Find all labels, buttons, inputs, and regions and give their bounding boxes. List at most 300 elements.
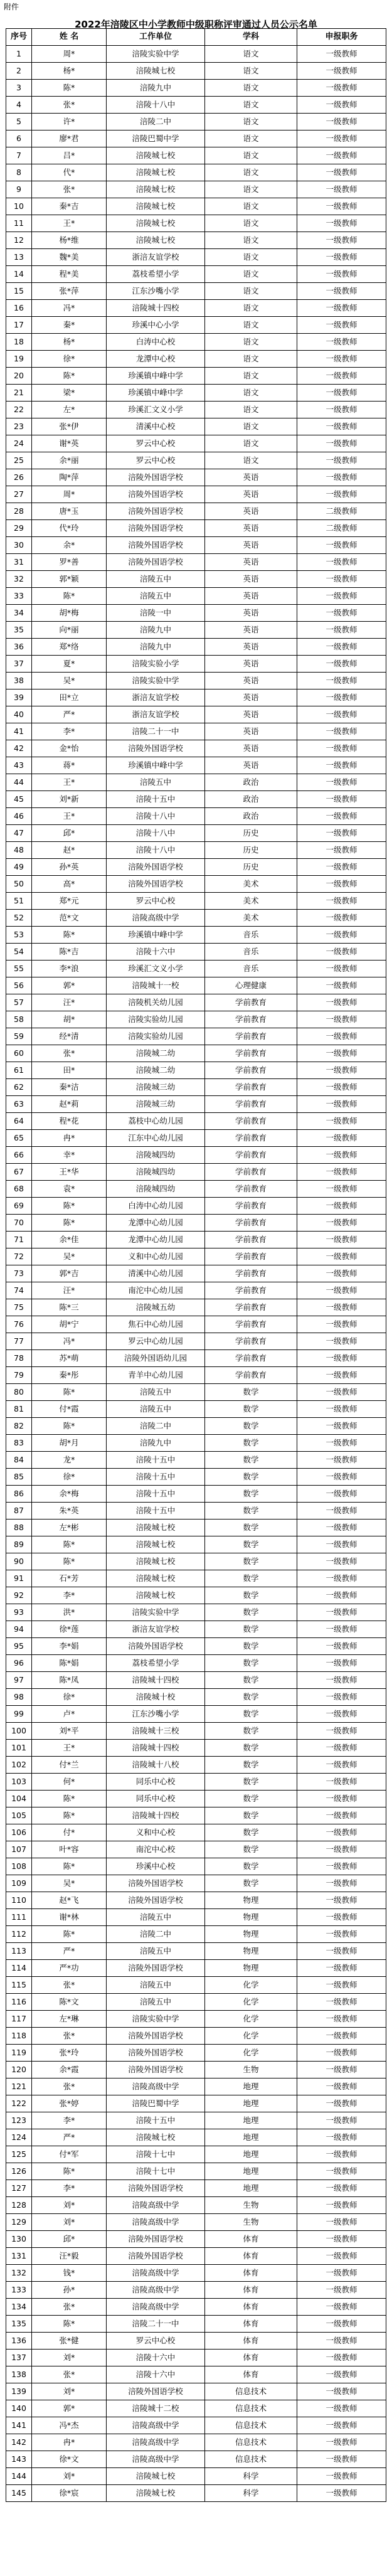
cell-unit: 涪陵高级中学 [107,2434,205,2451]
cell-name: 张*玲 [32,2045,107,2062]
cell-number: 1 [6,46,32,63]
cell-title: 一级教师 [297,2265,386,2282]
cell-unit: 涪陵实验中学 [107,46,205,63]
cell-unit: 涪陵十五中 [107,1469,205,1486]
cell-subject: 英语 [205,673,297,689]
cell-unit: 涪陵外国语学校 [107,2062,205,2078]
cell-name: 冉* [32,2434,107,2451]
cell-unit: 涪陵十五中 [107,1452,205,1469]
cell-name: 吴* [32,1248,107,1265]
cell-number: 54 [6,944,32,961]
cell-subject: 生物 [205,2214,297,2231]
table-row [6,2028,386,2045]
cell-name: 程*花 [32,1113,107,1130]
table-row [6,1757,386,1774]
cell-number: 132 [6,2265,32,2282]
cell-unit: 珍溪中心小学 [107,317,205,334]
cell-unit: 涪陵城七校 [107,1536,205,1553]
cell-title: 一级教师 [297,1807,386,1824]
cell-name: 陈* [32,588,107,605]
cell-name: 胡* [32,1011,107,1028]
cell-unit: 珍溪镇中峰中学 [107,757,205,774]
cell-subject: 学前教育 [205,1316,297,1333]
cell-name: 张*婷 [32,2095,107,2112]
table-row [6,1807,386,1824]
cell-number: 84 [6,1452,32,1469]
cell-subject: 数学 [205,1536,297,1553]
cell-number: 32 [6,571,32,588]
cell-name: 张* [32,97,107,114]
cell-subject: 语文 [205,164,297,181]
cell-unit: 罗云中心校 [107,452,205,469]
cell-subject: 语文 [205,130,297,147]
cell-subject: 数学 [205,1723,297,1740]
cell-number: 2 [6,63,32,80]
cell-title: 一级教师 [297,757,386,774]
cell-unit: 珍溪中心校 [107,1858,205,1875]
cell-unit: 涪陵十八中 [107,825,205,842]
table-row [6,1096,386,1113]
cell-title: 一级教师 [297,130,386,147]
cell-title: 一级教师 [297,588,386,605]
cell-subject: 音乐 [205,944,297,961]
cell-number: 91 [6,1570,32,1587]
table-row [6,554,386,571]
table-row [6,2146,386,2163]
cell-name: 张*萍 [32,283,107,300]
cell-unit: 涪陵九中 [107,639,205,656]
cell-unit: 涪陵外国语学校 [107,740,205,757]
table-row [6,368,386,385]
cell-subject: 学前教育 [205,1198,297,1215]
table-row [6,977,386,994]
cell-title: 一级教师 [297,1079,386,1096]
cell-unit: 涪陵十五中 [107,2112,205,2129]
cell-unit: 涪陵城十四校 [107,1740,205,1757]
table-row [6,1570,386,1587]
table-row [6,2316,386,2333]
header-title: 申报职务 [297,29,386,46]
cell-name: 冯* [32,300,107,317]
cell-name: 苏*萌 [32,1350,107,1367]
table-row [6,215,386,232]
cell-unit: 浙涪友谊学校 [107,706,205,723]
cell-unit: 珍溪汇文义小学 [107,402,205,418]
cell-unit: 涪陵十五中 [107,1486,205,1503]
cell-unit: 罗云中心校 [107,893,205,910]
cell-number: 28 [6,503,32,520]
cell-name: 代*玲 [32,520,107,537]
cell-number: 25 [6,452,32,469]
cell-subject: 数学 [205,1807,297,1824]
cell-name: 幸* [32,1147,107,1164]
table-row [6,1384,386,1401]
cell-subject: 学前教育 [205,1130,297,1147]
cell-title: 一级教师 [297,469,386,486]
table-row [6,927,386,944]
cell-unit: 涪陵外国语学校 [107,537,205,554]
cell-subject: 数学 [205,1757,297,1774]
cell-title: 一级教师 [297,1503,386,1520]
table-row [6,435,386,452]
cell-subject: 英语 [205,622,297,639]
cell-title: 一级教师 [297,1520,386,1536]
table-row [6,520,386,537]
cell-name: 何* [32,1774,107,1791]
cell-unit: 青羊中心幼儿园 [107,1367,205,1384]
cell-subject: 语文 [205,198,297,215]
cell-title: 一级教师 [297,418,386,435]
cell-unit: 涪陵五中 [107,1943,205,1960]
cell-unit: 涪陵城七校 [107,181,205,198]
table-row [6,249,386,266]
cell-title: 一级教师 [297,1418,386,1435]
cell-subject: 物理 [205,1926,297,1943]
cell-title: 一级教师 [297,1452,386,1469]
cell-subject: 数学 [205,1469,297,1486]
cell-subject: 英语 [205,537,297,554]
cell-subject: 地理 [205,2129,297,2146]
cell-name: 余*丽 [32,452,107,469]
cell-unit: 涪陵十八中 [107,842,205,859]
cell-name: 郭*颖 [32,571,107,588]
cell-name: 田*立 [32,689,107,706]
cell-subject: 美术 [205,876,297,893]
cell-unit: 涪陵九中 [107,622,205,639]
cell-title: 一级教师 [297,1689,386,1706]
roster-table [6,28,386,2502]
table-row [6,1977,386,1994]
cell-unit: 涪陵城十校 [107,1689,205,1706]
cell-title: 一级教师 [297,910,386,927]
cell-number: 13 [6,249,32,266]
cell-subject: 学前教育 [205,1367,297,1384]
table-row [6,1553,386,1570]
cell-subject: 学前教育 [205,1215,297,1232]
cell-name: 张* [32,2366,107,2383]
table-row [6,1435,386,1452]
cell-subject: 学前教育 [205,1164,297,1181]
cell-subject: 信息技术 [205,2400,297,2417]
cell-number: 44 [6,774,32,791]
cell-unit: 涪陵九中 [107,1435,205,1452]
cell-title: 一级教师 [297,1875,386,1892]
cell-title: 一级教师 [297,1977,386,1994]
cell-unit: 清溪中心校 [107,418,205,435]
cell-number: 117 [6,2011,32,2028]
table-row [6,2485,386,2502]
cell-name: 刘* [32,2350,107,2366]
cell-number: 130 [6,2231,32,2248]
cell-name: 陈* [32,1791,107,1807]
cell-subject: 体育 [205,2333,297,2350]
table-row [6,1841,386,1858]
table-row [6,791,386,808]
cell-name: 余*梅 [32,1486,107,1503]
cell-unit: 涪陵外国语学校 [107,503,205,520]
roster-body [6,46,386,2502]
cell-name: 陈*娟 [32,1655,107,1672]
cell-title: 一级教师 [297,639,386,656]
table-row [6,2095,386,2112]
cell-unit: 涪陵高级中学 [107,2197,205,2214]
cell-title: 一级教师 [297,215,386,232]
cell-title: 二级教师 [297,520,386,537]
cell-name: 张* [32,2078,107,2095]
cell-unit: 浙涪友谊学校 [107,249,205,266]
cell-number: 78 [6,1350,32,1367]
cell-subject: 体育 [205,2316,297,2333]
cell-number: 79 [6,1367,32,1384]
cell-number: 104 [6,1791,32,1807]
table-row [6,452,386,469]
cell-unit: 涪陵十六中 [107,2366,205,2383]
cell-subject: 学前教育 [205,1232,297,1248]
cell-number: 90 [6,1553,32,1570]
cell-subject: 体育 [205,2350,297,2366]
table-row [6,774,386,791]
cell-name: 冯* [32,1333,107,1350]
cell-title: 一级教师 [297,283,386,300]
cell-name: 经*清 [32,1028,107,1045]
table-row [6,588,386,605]
table-row [6,876,386,893]
cell-subject: 历史 [205,859,297,876]
table-row [6,808,386,825]
cell-title: 一级教师 [297,944,386,961]
table-row [6,63,386,80]
cell-number: 82 [6,1418,32,1435]
cell-unit: 涪陵外国语学校 [107,486,205,503]
cell-name: 赵* [32,842,107,859]
cell-title: 一级教师 [297,1621,386,1638]
cell-title: 一级教师 [297,164,386,181]
cell-subject: 化学 [205,2028,297,2045]
cell-subject: 生物 [205,2062,297,2078]
table-row [6,1960,386,1977]
table-row [6,2468,386,2485]
cell-subject: 地理 [205,2180,297,2197]
cell-title: 一级教师 [297,2451,386,2468]
cell-unit: 涪陵城七校 [107,215,205,232]
table-row [6,2350,386,2366]
cell-number: 67 [6,1164,32,1181]
cell-number: 3 [6,80,32,97]
cell-name: 周* [32,46,107,63]
table-row [6,1672,386,1689]
cell-unit: 涪陵实验小学 [107,656,205,673]
cell-unit: 涪陵二中 [107,1926,205,1943]
cell-subject: 学前教育 [205,1282,297,1299]
table-row [6,1587,386,1604]
cell-title: 一级教师 [297,927,386,944]
cell-number: 123 [6,2112,32,2129]
cell-title: 一级教师 [297,2316,386,2333]
cell-number: 142 [6,2434,32,2451]
cell-name: 向*丽 [32,622,107,639]
cell-subject: 体育 [205,2282,297,2299]
cell-subject: 数学 [205,1418,297,1435]
cell-subject: 信息技术 [205,2451,297,2468]
cell-name: 秦*彤 [32,1367,107,1384]
table-row [6,944,386,961]
cell-number: 47 [6,825,32,842]
cell-title: 一级教师 [297,2062,386,2078]
table-row [6,2299,386,2316]
cell-number: 116 [6,1994,32,2011]
cell-subject: 语文 [205,80,297,97]
cell-number: 144 [6,2468,32,2485]
cell-title: 一级教师 [297,1113,386,1130]
cell-subject: 英语 [205,520,297,537]
cell-number: 43 [6,757,32,774]
cell-subject: 语文 [205,385,297,402]
table-row [6,994,386,1011]
cell-subject: 数学 [205,1384,297,1401]
cell-name: 吕* [32,147,107,164]
table-row [6,639,386,656]
cell-number: 57 [6,994,32,1011]
cell-unit: 涪陵外国语学校 [107,1960,205,1977]
cell-number: 66 [6,1147,32,1164]
table-row [6,1486,386,1503]
table-row [6,2400,386,2417]
cell-title: 一级教师 [297,1011,386,1028]
cell-unit: 涪陵外国语学校 [107,1892,205,1909]
cell-title: 一级教师 [297,2095,386,2112]
cell-subject: 政治 [205,791,297,808]
cell-title: 一级教师 [297,2078,386,2095]
cell-name: 赵*飞 [32,1892,107,1909]
cell-number: 30 [6,537,32,554]
table-row [6,2197,386,2214]
attachment-label: 附件 [4,3,19,11]
cell-name: 郭* [32,977,107,994]
cell-name: 罗*善 [32,554,107,571]
cell-name: 李* [32,2180,107,2197]
cell-title: 一级教师 [297,486,386,503]
cell-unit: 涪陵城二幼 [107,1062,205,1079]
cell-number: 62 [6,1079,32,1096]
cell-number: 22 [6,402,32,418]
table-row [6,656,386,673]
table-row [6,859,386,876]
cell-subject: 英语 [205,503,297,520]
table-row [6,2163,386,2180]
cell-number: 95 [6,1638,32,1655]
cell-unit: 涪陵城二幼 [107,1045,205,1062]
cell-number: 101 [6,1740,32,1757]
cell-number: 93 [6,1604,32,1621]
cell-number: 48 [6,842,32,859]
cell-subject: 英语 [205,757,297,774]
cell-subject: 化学 [205,2045,297,2062]
cell-name: 付* [32,1824,107,1841]
cell-subject: 地理 [205,2163,297,2180]
table-row [6,1401,386,1418]
cell-name: 张* [32,1977,107,1994]
cell-name: 杨* [32,63,107,80]
cell-subject: 语文 [205,63,297,80]
cell-number: 61 [6,1062,32,1079]
cell-title: 一级教师 [297,1164,386,1181]
cell-number: 109 [6,1875,32,1892]
table-row [6,893,386,910]
cell-number: 97 [6,1672,32,1689]
table-row [6,1282,386,1299]
cell-name: 谢*英 [32,435,107,452]
cell-name: 张* [32,181,107,198]
table-row [6,2214,386,2231]
cell-subject: 物理 [205,1892,297,1909]
cell-number: 70 [6,1215,32,1232]
table-row [6,2062,386,2078]
cell-title: 一级教师 [297,2383,386,2400]
table-row [6,605,386,622]
cell-name: 付*霞 [32,1401,107,1418]
cell-title: 一级教师 [297,1706,386,1723]
table-row [6,842,386,859]
table-row [6,283,386,300]
cell-number: 51 [6,893,32,910]
cell-number: 112 [6,1926,32,1943]
cell-subject: 数学 [205,1621,297,1638]
cell-name: 严* [32,706,107,723]
cell-unit: 涪陵城七校 [107,2129,205,2146]
cell-number: 74 [6,1282,32,1299]
header-number: 序号 [6,29,32,46]
cell-subject: 数学 [205,1824,297,1841]
cell-name: 徐* [32,1689,107,1706]
cell-unit: 涪陵十七中 [107,2146,205,2163]
cell-subject: 化学 [205,1994,297,2011]
cell-title: 一级教师 [297,1824,386,1841]
cell-name: 余*佳 [32,1232,107,1248]
cell-title: 一级教师 [297,859,386,876]
cell-name: 张* [32,2028,107,2045]
cell-unit: 涪陵高级中学 [107,2417,205,2434]
cell-number: 14 [6,266,32,283]
table-row [6,1909,386,1926]
table-row [6,334,386,351]
cell-number: 40 [6,706,32,723]
cell-name: 陈* [32,1926,107,1943]
cell-number: 20 [6,368,32,385]
cell-title: 一级教师 [297,1384,386,1401]
cell-unit: 荔枝中心幼儿园 [107,1113,205,1130]
cell-unit: 涪陵高级中学 [107,2078,205,2095]
cell-number: 118 [6,2028,32,2045]
cell-name: 王* [32,808,107,825]
cell-number: 102 [6,1757,32,1774]
cell-subject: 学前教育 [205,1062,297,1079]
table-row [6,486,386,503]
cell-number: 52 [6,910,32,927]
header-name: 姓 名 [32,29,107,46]
cell-number: 63 [6,1096,32,1113]
cell-subject: 物理 [205,1943,297,1960]
table-row [6,1215,386,1232]
cell-unit: 涪陵十八中 [107,808,205,825]
table-row [6,418,386,435]
cell-subject: 地理 [205,2095,297,2112]
cell-name: 李*浪 [32,961,107,977]
cell-title: 一级教师 [297,181,386,198]
cell-unit: 涪陵城七校 [107,2485,205,2502]
cell-subject: 语文 [205,418,297,435]
cell-name: 叶*容 [32,1841,107,1858]
cell-unit: 江东沙嘴小学 [107,283,205,300]
